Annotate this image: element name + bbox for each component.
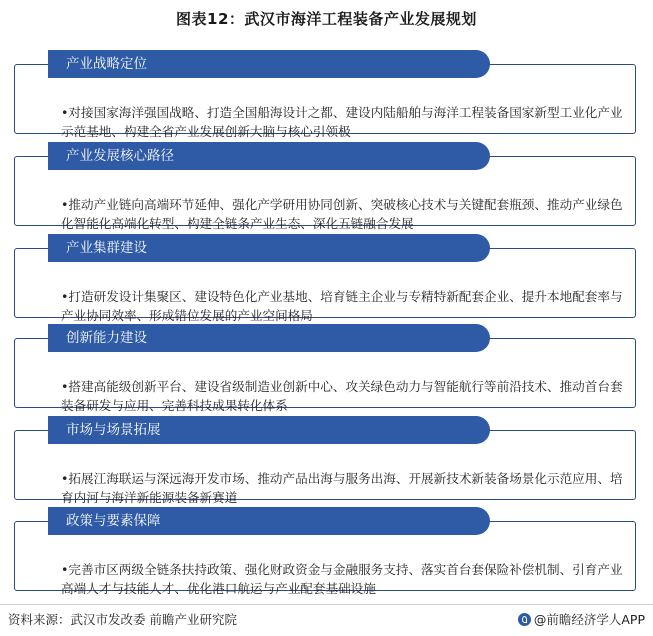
section-heading: 产业集群建设	[48, 234, 490, 262]
section-heading: 产业战略定位	[48, 50, 490, 78]
chart-title: 图表12：武汉市海洋工程装备产业发展规划	[176, 10, 477, 28]
section-heading: 创新能力建设	[48, 324, 490, 352]
section-text: •推动产业链向高端环节延伸、强化产学研用协同创新、突破核心技术与关键配套瓶颈、推动产业绿色化智能化高端化转型、构建全链条产业生态、深化五链融合发展	[61, 197, 623, 231]
section-text: •打造研发设计集聚区、建设特色化产业基地、培育链主企业与专精特新配套企业、提升本地配套率与产业协同效率、形成错位发展的产业空间格局	[61, 289, 623, 323]
section-text: •完善市区两级全链条扶持政策、强化财政资金与金融服务支持、落实首台套保险补偿机制、引育产业高端人才与技能人才、优化港口航运与产业配套基础设施	[61, 562, 623, 596]
qianzhan-logo-icon	[518, 613, 531, 626]
section-text: •搭建高能级创新平台、建设省级制造业创新中心、攻关绿色动力与智能航行等前沿技术、推动首台套装备研发与应用、完善科技成果转化体系	[61, 379, 623, 413]
section-text: •拓展江海联运与深远海开发市场、推动产品出海与服务出海、开展新技术新装备场景化示范应用、培育内河与海洋新能源装备新赛道	[61, 471, 623, 505]
section-heading: 产业发展核心路径	[48, 142, 490, 170]
brand-credit	[518, 610, 645, 628]
footer	[0, 604, 653, 636]
source-note: 资料来源：武汉市发改委 前瞻产业研究院	[8, 612, 237, 627]
section-heading: 政策与要素保障	[48, 507, 490, 535]
brand-label: @前瞻经济学人APP	[533, 612, 645, 627]
section-text: •对接国家海洋强国战略、打造全国船海设计之都、建设内陆船舶与海洋工程装备国家新型工业化产业示范基地、构建全省产业发展创新大脑与核心引领极	[61, 105, 623, 139]
section-heading: 市场与场景拓展	[48, 416, 490, 444]
